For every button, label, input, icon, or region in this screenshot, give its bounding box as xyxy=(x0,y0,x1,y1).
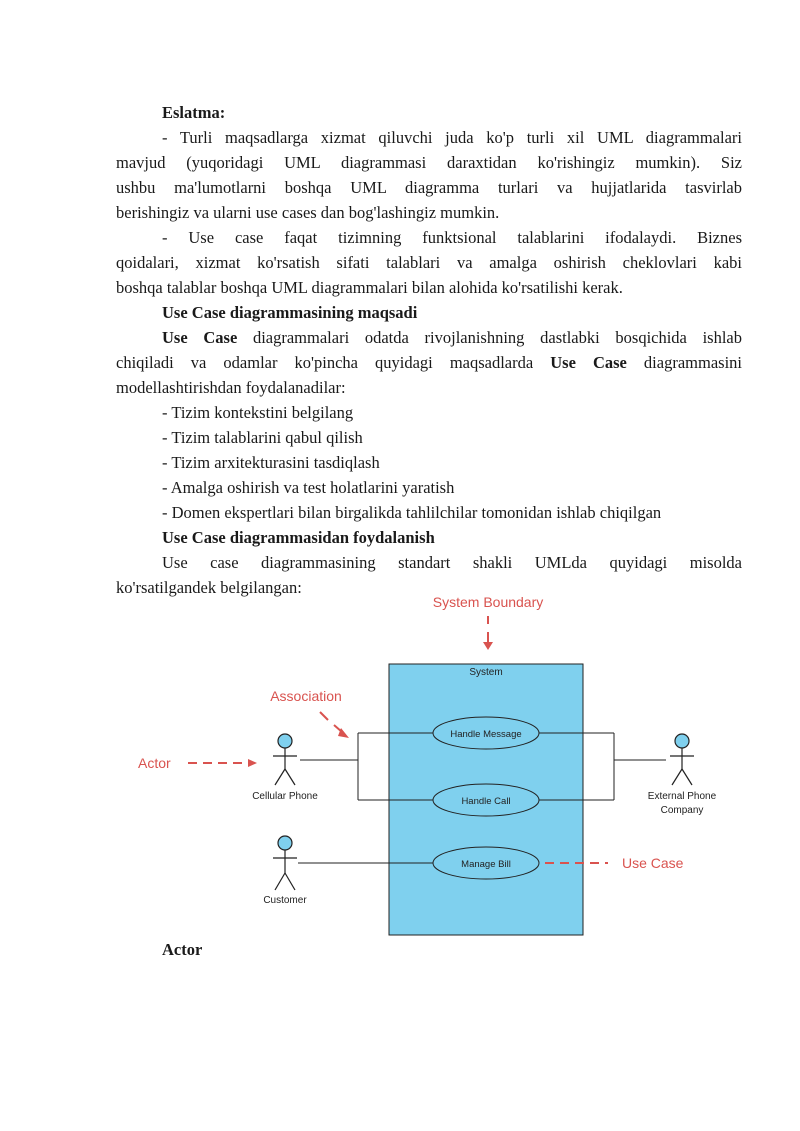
actor-annotation: Actor xyxy=(138,755,171,771)
dash xyxy=(320,712,328,720)
use-case-annotation: Use Case xyxy=(622,855,684,871)
arrow-head-icon xyxy=(483,642,493,650)
paragraph-1-line-4: berishingiz va ularni use cases dan bog'lashingiz mumkin. xyxy=(116,203,500,222)
paragraph-1-line-2: mavjud (yuqoridagi UML diagrammasi daraxtidan ko'rishingiz mumkin). Siz xyxy=(116,153,742,172)
paragraph-3-line-1-text: diagrammalari odatda rivojlanishning dastlabki bosqichida ishlab xyxy=(237,328,742,347)
heading-actor: Actor xyxy=(162,940,203,959)
system-label: System xyxy=(469,667,503,678)
paragraph-4-line-2: ko'rsatilgandek belgilangan: xyxy=(116,578,302,597)
use-case-manage-bill-label: Manage Bill xyxy=(461,859,511,870)
paragraph-1-line-1: - Turli maqsadlarga xizmat qiluvchi juda ko'p turli xil UML diagrammalari xyxy=(162,128,742,147)
paragraph-4-line-1: Use case diagrammasining standart shakli UMLda quyidagi misolda xyxy=(162,553,742,572)
actor-cellular-phone xyxy=(273,734,297,785)
arrow-head-icon xyxy=(248,759,257,767)
paragraph-1-line-3: ushbu ma'lumotlarni boshqa UML diagramma turlari va hujjatlarida tasvirlab xyxy=(116,178,742,197)
use-case-term: Use Case xyxy=(162,328,238,347)
use-case-diagram xyxy=(130,590,730,940)
actor-cellular-phone-label: Cellular Phone xyxy=(252,791,318,802)
purpose-item: - Domen ekspertlari bilan birgalikda tahlilchilar tomonidan ishlab chiqilgan xyxy=(162,503,662,522)
purpose-item: - Tizim talablarini qabul qilish xyxy=(162,428,363,447)
note-heading: Eslatma: xyxy=(162,103,226,122)
heading-purpose: Use Case diagrammasining maqsadi xyxy=(162,303,418,322)
use-case-term: Use Case xyxy=(550,353,627,372)
purpose-item: - Tizim arxitekturasini tasdiqlash xyxy=(162,453,380,472)
paragraph-2-line-3: boshqa talablar boshqa UML diagrammalari bilan alohida ko'rsatilishi kerak. xyxy=(116,278,623,297)
actor-external-label-line-2: Company xyxy=(660,805,704,816)
use-case-handle-call-label: Handle Call xyxy=(461,796,511,807)
actor-customer xyxy=(273,836,297,890)
use-case-handle-message-label: Handle Message xyxy=(450,729,522,740)
paragraph-2-line-2: qoidalari, xizmat ko'rsatish sifati talablari va amalga oshirish cheklovlari kabi xyxy=(116,253,742,272)
purpose-item: - Amalga oshirish va test holatlarini yaratish xyxy=(162,478,455,497)
paragraph-3-line-3: modellashtirishdan foydalanadilar: xyxy=(116,378,346,397)
purpose-item: - Tizim kontekstini belgilang xyxy=(162,403,354,422)
paragraph-3-line-2-start: chiqiladi va odamlar ko'pincha quyidagi maqsadlarda xyxy=(116,353,551,372)
association-annotation: Association xyxy=(270,688,342,704)
paragraph-3-line-2 xyxy=(116,350,742,375)
actor-customer-label: Customer xyxy=(263,895,307,906)
paragraph-2-line-1: - Use case faqat tizimning funktsional talablarini ifodalaydi. Biznes xyxy=(162,228,742,247)
paragraph-3-line-1 xyxy=(162,325,742,350)
actor-external-label-line-1: External Phone xyxy=(647,791,717,802)
paragraph-3-line-2-end: diagrammasini xyxy=(626,353,742,372)
actor-external-phone-company xyxy=(670,734,694,785)
system-boundary-annotation: System Boundary xyxy=(432,594,544,610)
heading-usage: Use Case diagrammasidan foydalanish xyxy=(162,528,435,547)
